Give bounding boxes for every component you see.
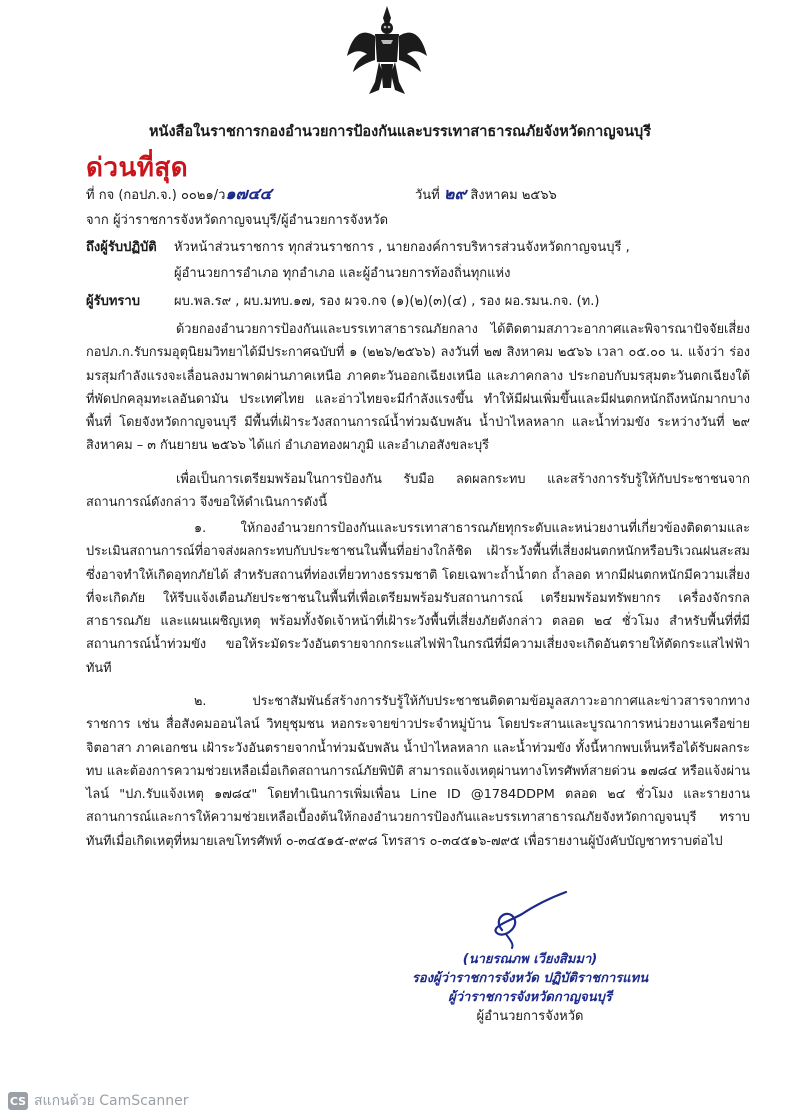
camscanner-logo-icon: CS xyxy=(8,1092,28,1110)
item-2: ๒. ประชาสัมพันธ์สร้างการรับรู้ให้กับประชาชนติดตามข้อมูลสภาวะอากาศและข่าวสารจากทางราชการ เช่น สื่อสังคมออนไลน์ วิทยุชุมชน หอกระจายข่าวประจำหมู่บ้าน โดยประสานและบูรณาการหน่วยงานเครือข่าย จิตอาสา ภาคเอกชน เฝ้าระวังอันตรายจากน้ำท่วมฉับพลัน น้ำป่าไหลหลาก และน้ำท่วมขัง ทั้งนี้หากพบเห็นหรือได้รับผลกระทบ และต้องการความช่วยเหลือเมื่อเกิดสถานการณ์ภัยพิบัติ สามารถแจ้งเหตุผ่านทางโทรศัพท์สายด่วน ๑๗๘๔ หรือแจ้งผ่านไลน์ "ปภ.รับแจ้งเหตุ ๑๗๘๔" โดยทำเนินการเพิ่มเพื่อน Line ID @1784DDPM ตลอด ๒๔ ชั่วโมง และรายงานสถานการณ์และการให้ความช่วยเหลือเบื้องต้นให้กองอำนวยการป้องกันและบรรเทาสาธารณภัยจังหวัดกาญจนบุรี ทราบทันทีเมื่อเกิดเหตุที่หมายเลขโทรศัพท์ ๐-๓๔๕๑๕-๙๙๘ โทรสาร ๐-๓๔๕๑๖-๗๙๕ เพื่อรายงานผู้บังคับบัญชาทราบต่อไป xyxy=(86,694,750,849)
signature-block xyxy=(380,950,680,1026)
to-line-1: หัวหน้าส่วนราชการ ทุกส่วนราชการ , นายกองค์การบริหารส่วนจังหวัดกาญจนบุรี , xyxy=(174,240,630,255)
signatory-title-3: ผู้อำนวยการจังหวัด xyxy=(476,1009,584,1024)
from-line xyxy=(86,209,388,230)
date-day-handwritten: ๒๙ xyxy=(443,184,467,203)
date-line xyxy=(415,182,557,207)
cc-label: ผู้รับทราบ xyxy=(86,294,140,309)
ref-handwritten: ๑๗๔๔ xyxy=(225,184,272,203)
date-label: วันที่ xyxy=(415,188,440,203)
to-line-2: ผู้อำนวยการอำเภอ ทุกอำเภอ และผู้อำนวยการท้องถิ่นทุกแห่ง xyxy=(174,266,511,281)
from-text: ผู้ว่าราชการจังหวัดกาญจนบุรี/ผู้อำนวยการจังหวัด xyxy=(112,213,389,228)
paragraph-2: เพื่อเป็นการเตรียมพร้อมในการป้องกัน รับมือ ลดผลกระทบ และสร้างการรับรู้ให้กับประชาชนจากสถานการณ์ดังกล่าว จึงขอให้ดำเนินการดังนี้ xyxy=(86,472,750,511)
signatory-title-1: รองผู้ว่าราชการจังหวัด ปฏิบัติราชการแทน xyxy=(411,971,649,986)
signature-icon xyxy=(462,890,572,950)
reference-line xyxy=(86,182,272,207)
to-label: ถึงผู้รับปฏิบัติ xyxy=(86,240,157,255)
cc-text: ผบ.พล.ร๙ , ผบ.มทบ.๑๗, รอง ผวจ.กจ (๑)(๒)(๓)(๔) , รอง ผอ.รมน.กจ. (ท.) xyxy=(174,294,600,309)
date-rest: สิงหาคม ๒๕๖๖ xyxy=(470,188,557,203)
item-1: ๑. ให้กองอำนวยการป้องกันและบรรเทาสาธารณภัยทุกระดับและหน่วยงานที่เกี่ยวข้องติดตามและประเมินสถานการณ์ที่อาจส่งผลกระทบกับประชาชนในพื้นที่อย่างใกล้ชิด เฝ้าระวังพื้นที่เสี่ยงฝนตกหนักหรือบริเวณฝนสะสม ซึ่งอาจทำให้เกิดอุทกภัยได้ สำหรับสถานที่ท่องเที่ยวทางธรรมชาติ โดยเฉพาะถ้ำน้ำตก ถ้ำลอด หากมีฝนตกหนักมีความเสี่ยง ที่จะเกิดภัย ให้รีบแจ้งเตือนภัยประชาชนในพื้นที่เพื่อเตรียมพร้อมรับสถานการณ์ เตรียมพร้อมทรัพยากร เครื่องจักรกลสาธารณภัย และแผนเผชิญเหตุ พร้อมทั้งจัดเจ้าหน้าที่เฝ้าระวังพื้นที่เสี่ยงภัยดังกล่าว ตลอด ๒๔ ชั่วโมง สำหรับพื้นที่ที่มีสถานการณ์น้ำท่วมขัง ขอให้ระมัดระวังอันตรายจากกระแสไฟฟ้าในกรณีที่มีความเสี่ยงจะเกิดอันตรายให้ตัดกระแสไฟฟ้าทันที xyxy=(86,521,750,676)
camscanner-watermark xyxy=(8,1090,189,1112)
document-heading: หนังสือในราชการกองอำนวยการป้องกันและบรรเทาสาธารณภัยจังหวัดกาญจนบุรี xyxy=(148,124,652,140)
signatory-title-2: ผู้ว่าราชการจังหวัดกาญจนบุรี xyxy=(448,990,612,1005)
urgency-label: ด่วนที่สุด xyxy=(86,153,189,183)
garuda-emblem-icon xyxy=(345,4,429,100)
paragraph-1: ด้วยกองอำนวยการป้องกันและบรรเทาสาธารณภัยกลาง ได้ติดตามสภาวะอากาศและพิจารณาปัจจัยเสี่ยง กอปภ.ก.รับกรมอุตุนิยมวิทยาได้มีประกาศฉบับที่ ๑ (๒๒๖/๒๕๖๖) ลงวันที่ ๒๗ สิงหาคม ๒๕๖๖ เวลา ๐๕.๐๐ น. แจ้งว่า ร่องมรสุมกำลังแรงจะเลื่อนลงมาพาดผ่านภาคเหนือ ภาคตะวันออกเฉียงเหนือ และภาคกลาง ประกอบกับมรสุมตะวันตกเฉียงใต้ที่พัดปกคลุมทะเลอันดามัน ประเทศไทย และอ่าวไทยจะมีกำลังแรงขึ้น ทำให้มีฝนเพิ่มขึ้นและมีฝนตกหนักถึงหนักมากบางพื้นที่ โดยจังหวัดกาญจนบุรี มีพื้นที่เฝ้าระวังสถานการณ์น้ำท่วมฉับพลัน น้ำป่าไหลหลาก และน้ำท่วมขัง ระหว่างวันที่ ๒๙ สิงหาคม – ๓ กันยายน ๒๕๖๖ ได้แก่ อำเภอทองผาภูมิ และอำเภอสังขละบุรี xyxy=(86,322,750,454)
signatory-name: (นายรณภพ เวียงสิมมา) xyxy=(462,952,598,967)
ref-number: ๐๐๒๑/ว xyxy=(181,188,226,203)
from-label: จาก xyxy=(86,213,109,228)
camscanner-text: สแกนด้วย CamScanner xyxy=(34,1093,189,1109)
ref-label: ที่ กจ (กอปภ.จ.) xyxy=(86,188,177,203)
